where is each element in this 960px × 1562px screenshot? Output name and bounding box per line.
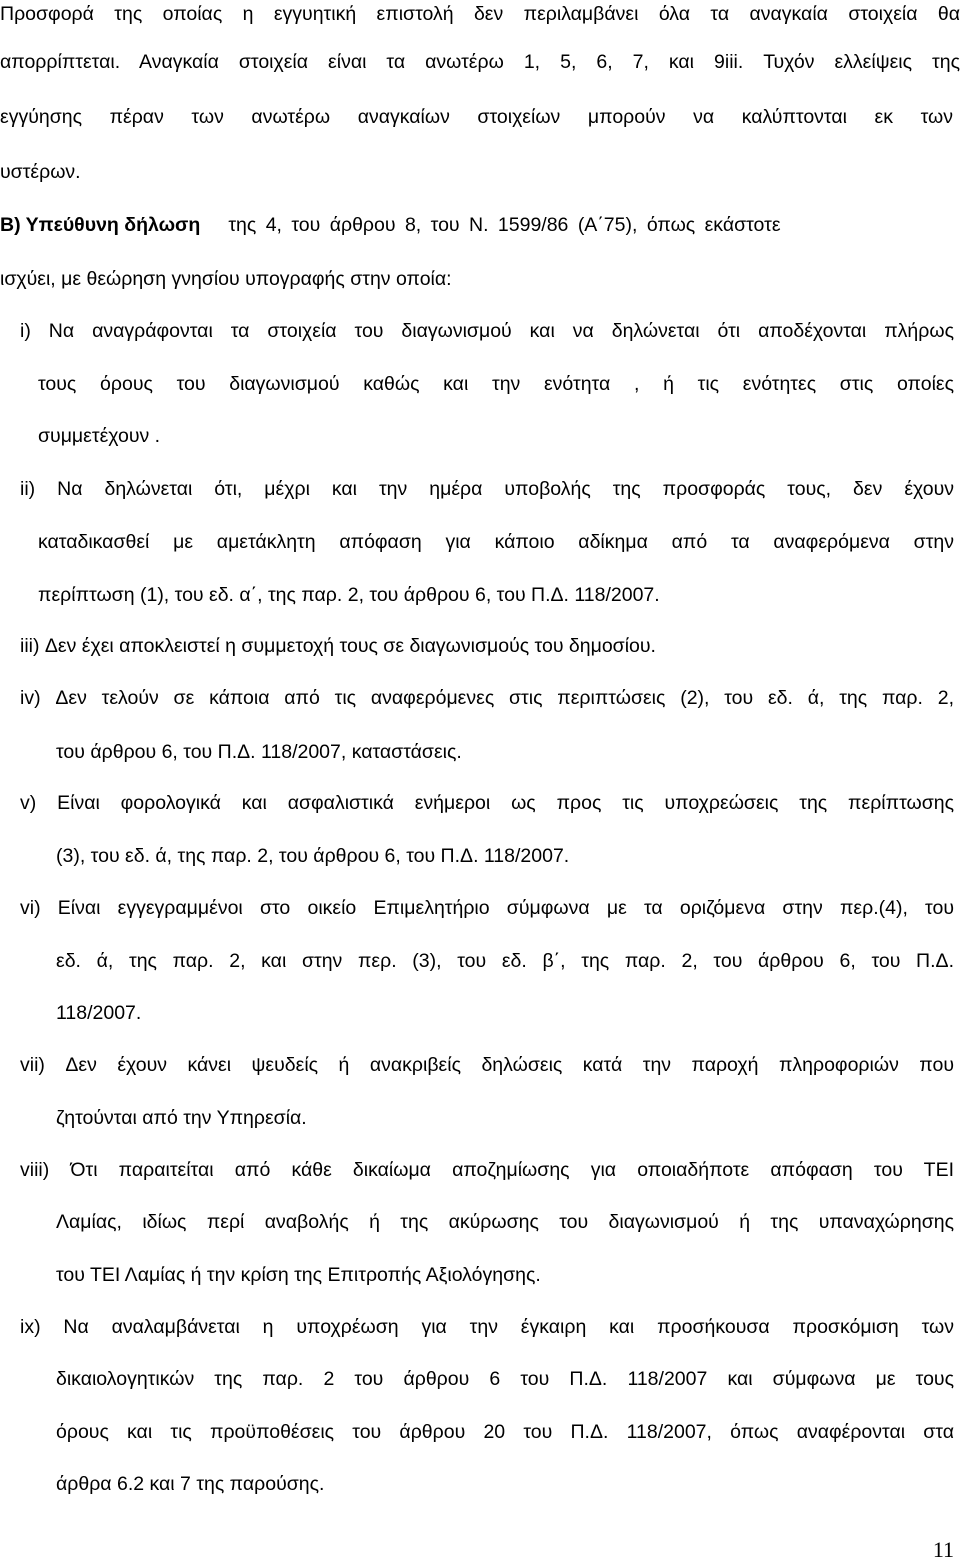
- item-ix-line-1: ix) Να αναλαμβάνεται η υποχρέωση για την έγκαιρη και προσήκουσα προσκόμιση των: [20, 1316, 954, 1338]
- item-vi-line-2: εδ. ά, της παρ. 2, και στην περ. (3), του εδ. β΄, της παρ. 2, του άρθρου 6, του Π.Δ.: [56, 950, 954, 972]
- item-viii-line-2: Λαμίας, ιδίως περί αναβολής ή της ακύρωσης του διαγωνισμού ή της υπαναχώρησης: [56, 1211, 954, 1233]
- section-b-heading: Β) Υπεύθυνη δήλωση: [0, 214, 201, 236]
- item-i-line-2: τους όρους του διαγωνισμού καθώς και την ενότητα , ή τις ενότητες στις οποίες: [38, 373, 954, 395]
- item-ii-line-3: περίπτωση (1), του εδ. α΄, της παρ. 2, του άρθρου 6, του Π.Δ. 118/2007.: [38, 584, 660, 606]
- item-vi-line-3: 118/2007.: [56, 1002, 142, 1024]
- page-number: 11: [932, 1537, 954, 1562]
- item-vi-line-1: vi) Είναι εγγεγραμμένοι στο οικείο Επιμελητήριο σύμφωνα με τα οριζόμενα στην περ.(4), του: [20, 897, 954, 919]
- intro-line-2: απορρίπτεται. Αναγκαία στοιχεία είναι τα ανωτέρω 1, 5, 6, 7, και 9iii. Τυχόν ελλείψεις της: [0, 51, 960, 73]
- item-viii-line-3: του ΤΕΙ Λαμίας ή την κρίση της Επιτροπής Αξιολόγησης.: [56, 1264, 541, 1286]
- item-iv-line-2: του άρθρου 6, του Π.Δ. 118/2007, καταστάσεις.: [56, 741, 462, 763]
- section-b-line-1: [0, 213, 960, 237]
- item-iii-line-1: iii) Δεν έχει αποκλειστεί η συμμετοχή τους σε διαγωνισμούς του δημοσίου.: [20, 635, 656, 657]
- item-vii-line-2: ζητούνται από την Υπηρεσία.: [56, 1107, 307, 1129]
- item-viii-line-1: viii) Ότι παραιτείται από κάθε δικαίωμα αποζημίωσης για οποιαδήποτε απόφαση του ΤΕΙ: [20, 1159, 954, 1181]
- item-i-line-3: συμμετέχουν .: [38, 425, 161, 447]
- item-ii-line-1: ii) Να δηλώνεται ότι, μέχρι και την ημέρα υποβολής της προσφοράς τους, δεν έχουν: [20, 478, 954, 500]
- item-vii-line-1: vii) Δεν έχουν κάνει ψευδείς ή ανακριβείς δηλώσεις κατά την παροχή πληροφοριών που: [20, 1054, 954, 1076]
- intro-line-4: υστέρων.: [0, 161, 81, 183]
- item-ii-line-2: καταδικασθεί με αμετάκλητη απόφαση για κάποιο αδίκημα από τα αναφερόμενα στην: [38, 531, 954, 553]
- intro-line-3: εγγύησης πέραν των ανωτέρω αναγκαίων στοιχείων μπορούν να καλύπτονται εκ των: [0, 106, 953, 128]
- intro-line-1: Προσφορά της οποίας η εγγυητική επιστολή δεν περιλαμβάνει όλα τα αναγκαία στοιχεία θα: [0, 3, 960, 25]
- item-ix-line-2: δικαιολογητικών της παρ. 2 του άρθρου 6 του Π.Δ. 118/2007 και σύμφωνα με τους: [56, 1368, 954, 1390]
- section-b-line-2: ισχύει, με θεώρηση γνησίου υπογραφής στην οποία:: [0, 268, 452, 290]
- item-ix-line-3: όρους και τις προϋποθέσεις του άρθρου 20 του Π.Δ. 118/2007, όπως αναφέρονται στα: [56, 1421, 954, 1443]
- item-v-line-2: (3), του εδ. ά, της παρ. 2, του άρθρου 6, του Π.Δ. 118/2007.: [56, 845, 570, 867]
- section-b-line-1-text: της 4, του άρθρου 8, του Ν. 1599/86 (Α΄75), όπως εκάστοτε: [228, 214, 781, 236]
- item-i-line-1: i) Να αναγράφονται τα στοιχεία του διαγωνισμού και να δηλώνεται ότι αποδέχονται πλήρως: [20, 320, 954, 342]
- item-v-line-1: v) Είναι φορολογικά και ασφαλιστικά ενήμεροι ως προς τις υποχρεώσεις της περίπτωσης: [20, 792, 954, 814]
- item-iv-line-1: iv) Δεν τελούν σε κάποια από τις αναφερόμενες στις περιπτώσεις (2), του εδ. ά, της παρ. 2,: [20, 687, 954, 709]
- item-ix-line-4: άρθρα 6.2 και 7 της παρούσης.: [56, 1473, 325, 1495]
